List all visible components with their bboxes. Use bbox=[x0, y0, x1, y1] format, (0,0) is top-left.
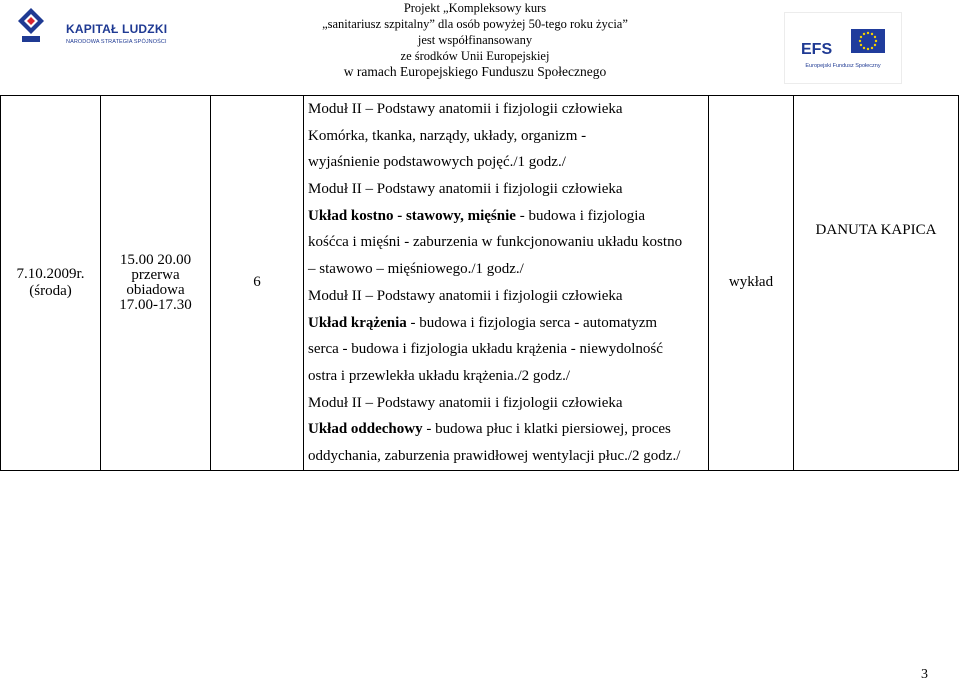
topic-text: Układ oddechowy bbox=[308, 421, 423, 438]
project-info bbox=[300, 0, 650, 80]
efs-logo bbox=[784, 12, 902, 84]
topic-text: - budowa i fizjologia serca - automatyzm bbox=[406, 314, 658, 331]
topic-line bbox=[308, 256, 704, 283]
date-text: 7.10.2009r. bbox=[16, 265, 85, 282]
topic-line bbox=[308, 96, 704, 123]
date-cell bbox=[1, 96, 101, 471]
time-line: 17.00-17.30 bbox=[119, 296, 192, 313]
efs-title: EFS bbox=[801, 41, 833, 58]
time-cell bbox=[101, 96, 211, 471]
kapital-ludzki-emblem-icon bbox=[18, 8, 44, 44]
kapital-ludzki-logo bbox=[18, 8, 168, 45]
eu-flag-icon bbox=[851, 29, 885, 53]
topic-text: Układ kostno - stawowy, mięśnie bbox=[308, 207, 516, 224]
topics-cell bbox=[304, 96, 709, 471]
weekday-text: (środa) bbox=[29, 282, 72, 299]
topic-line bbox=[308, 149, 704, 176]
topic-text: Moduł II – Podstawy anatomii i fizjologii człowieka bbox=[308, 287, 623, 304]
topic-line bbox=[308, 363, 704, 390]
project-line: w ramach Europejskiego Funduszu Społecznego bbox=[343, 64, 607, 79]
topic-text: - budowa płuc i klatki piersiowej, proces bbox=[422, 421, 671, 438]
project-line: „sanitariusz szpitalny” dla osób powyżej 50-tego roku życia” bbox=[322, 17, 628, 31]
time-line: obiadowa bbox=[126, 281, 185, 298]
topic-text: kośćca i mięśni - zaburzenia w funkcjonowaniu układu kostno bbox=[308, 234, 683, 251]
topic-line bbox=[308, 203, 704, 230]
time-line: przerwa bbox=[131, 266, 180, 283]
form-text: wykład bbox=[728, 274, 774, 291]
topic-line bbox=[308, 229, 704, 256]
topic-text: Moduł II – Podstawy anatomii i fizjologii człowieka bbox=[308, 181, 623, 198]
topic-line bbox=[308, 123, 704, 150]
project-line: Projekt „Kompleksowy kurs bbox=[403, 1, 547, 15]
topic-text: - budowa i fizjologia bbox=[515, 207, 646, 224]
kapital-ludzki-subtitle: NARODOWA STRATEGIA SPÓJNOŚCI bbox=[66, 39, 167, 45]
topic-line bbox=[308, 310, 704, 337]
project-line: ze środków Unii Europejskiej bbox=[400, 49, 550, 63]
kapital-ludzki-title: KAPITAŁ LUDZKI bbox=[66, 22, 168, 36]
hours-text: 6 bbox=[253, 274, 261, 291]
topic-text: Komórka, tkanka, narządy, układy, organizm - bbox=[308, 127, 587, 144]
topic-line bbox=[308, 443, 704, 470]
topic-line bbox=[308, 176, 704, 203]
topic-line bbox=[308, 336, 704, 363]
project-line: jest współfinansowany bbox=[417, 33, 533, 47]
topic-text: ostra i przewlekła układu krążenia./2 godz./ bbox=[308, 367, 570, 384]
topic-lines bbox=[308, 96, 704, 470]
page-number: 3 bbox=[921, 667, 928, 682]
efs-caption: Europejski Fundusz Społeczny bbox=[805, 63, 881, 69]
topic-text: serca - budowa i fizjologia układu krążenia - niewydolność bbox=[308, 341, 663, 358]
time-line: 15.00 20.00 bbox=[119, 251, 192, 268]
document-header bbox=[0, 0, 960, 88]
hours-cell bbox=[211, 96, 304, 471]
form-cell bbox=[709, 96, 794, 471]
topic-text: Układ krążenia bbox=[308, 314, 407, 331]
topic-text: Moduł II – Podstawy anatomii i fizjologii człowieka bbox=[308, 101, 623, 117]
schedule-table bbox=[0, 95, 959, 471]
topic-text: Moduł II – Podstawy anatomii i fizjologii człowieka bbox=[308, 394, 623, 411]
topic-line bbox=[308, 283, 704, 310]
topic-line bbox=[308, 390, 704, 417]
topic-text: wyjaśnienie podstawowych pojęć./1 godz./ bbox=[308, 154, 566, 171]
table-row bbox=[1, 96, 959, 471]
topic-line bbox=[308, 416, 704, 443]
topic-text: oddychania, zaburzenia prawidłowej wentylacji płuc./2 godz./ bbox=[308, 447, 681, 464]
topic-text: – stawowo – mięśniowego./1 godz./ bbox=[308, 261, 524, 278]
lecturer-name: DANUTA KAPICA bbox=[815, 222, 937, 238]
lecturer-cell bbox=[794, 96, 959, 471]
